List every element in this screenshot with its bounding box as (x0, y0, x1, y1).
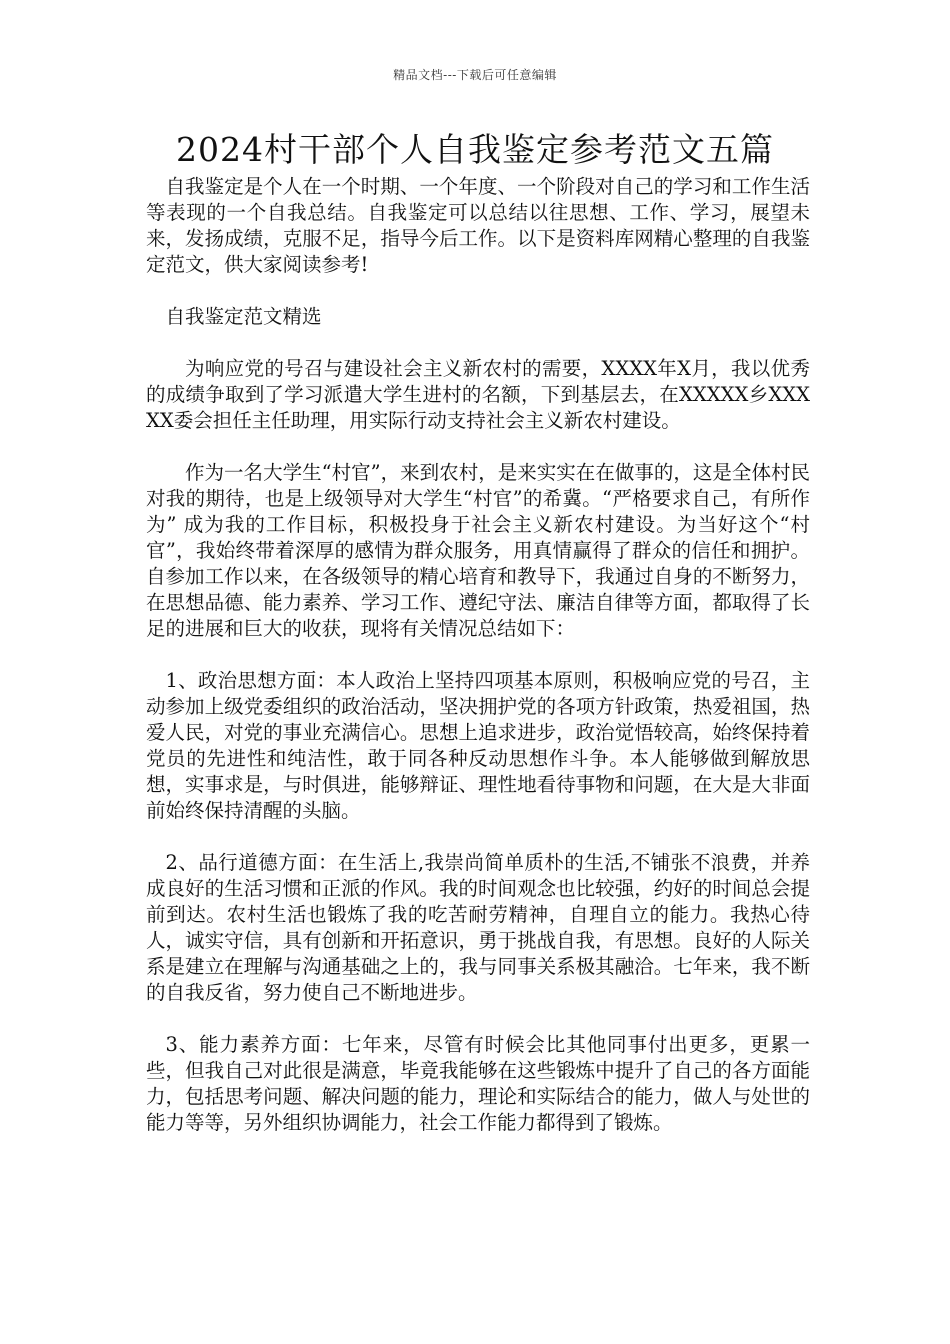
body-paragraph-1: 为响应党的号召与建设社会主义新农村的需要，XXXX年X月，我以优秀的成绩争取到了学习派遣大学生进村的名额，下到基层去，在XXXXX乡XXXXX委会担任主任助理，用实际行动支持社会主义新农村建设。 (146, 357, 810, 432)
section-heading: 自我鉴定范文精选 (165, 305, 322, 328)
document-title: 2024村干部个人自我鉴定参考范文五篇 (176, 130, 774, 169)
header-note: 精品文档---下载后可任意编辑 (393, 68, 557, 82)
document-body (146, 174, 810, 1136)
body-paragraph-2: 作为一名大学生“村官”，来到农村，是来实实在在做事的，这是全体村民对我的期待，也是上级领导对大学生“村官”的希冀。“严格要求自己，有所作为” 成为我的工作目标，积极投身于社会主义新农村建设。为当好这个“村官”，我始终带着深厚的感情为群众服务，用真情赢得了群众的信任和拥护。自参加工作以来，在各级领导的精心培育和教导下，我通过自身的不断努力，在思想品德、能力素养、学习工作、遵纪守法、廉洁自律等方面，都取得了长足的进展和巨大的收获，现将有关情况总结如下： (146, 461, 810, 640)
list-item-ability: 3、能力素养方面：七年来，尽管有时候会比其他同事付出更多，更累一些，但我自己对此很是满意，毕竟我能够在这些锻炼中提升了自己的各方面能力，包括思考问题、解决问题的能力，理论和实际结合的能力，做人与处世的能力等等，另外组织协调能力，社会工作能力都得到了锻炼。 (146, 1033, 810, 1134)
list-item-political: 1、政治思想方面：本人政治上坚持四项基本原则，积极响应党的号召，主动参加上级党委组织的政治活动，坚决拥护党的各项方针政策，热爱祖国，热爱人民，对党的事业充满信心。思想上追求进步，政治觉悟较高，始终保持着党员的先进性和纯洁性，敢于同各种反动思想作斗争。本人能够做到解放思想，实事求是，与时俱进，能够辩证、理性地看待事物和问题，在大是大非面前始终保持清醒的头脑。 (146, 669, 810, 822)
list-item-morality: 2、品行道德方面：在生活上,我崇尚简单质朴的生活,不铺张不浪费，并养成良好的生活习惯和正派的作风。我的时间观念也比较强，约好的时间总会提前到达。农村生活也锻炼了我的吃苦耐劳精神，自理自立的能力。我热心待人，诚实守信，具有创新和开拓意识，勇于挑战自我，有思想。良好的人际关系是建立在理解与沟通基础之上的，我与同事关系极其融洽。七年来，我不断的自我反省，努力使自己不断地进步。 (146, 851, 810, 1004)
intro-paragraph: 自我鉴定是个人在一个时期、一个年度、一个阶段对自己的学习和工作生活等表现的一个自我总结。自我鉴定可以总结以往思想、工作、学习，展望未来，发扬成绩，克服不足，指导今后工作。以下是资料库网精心整理的自我鉴定范文，供大家阅读参考! (146, 175, 810, 276)
